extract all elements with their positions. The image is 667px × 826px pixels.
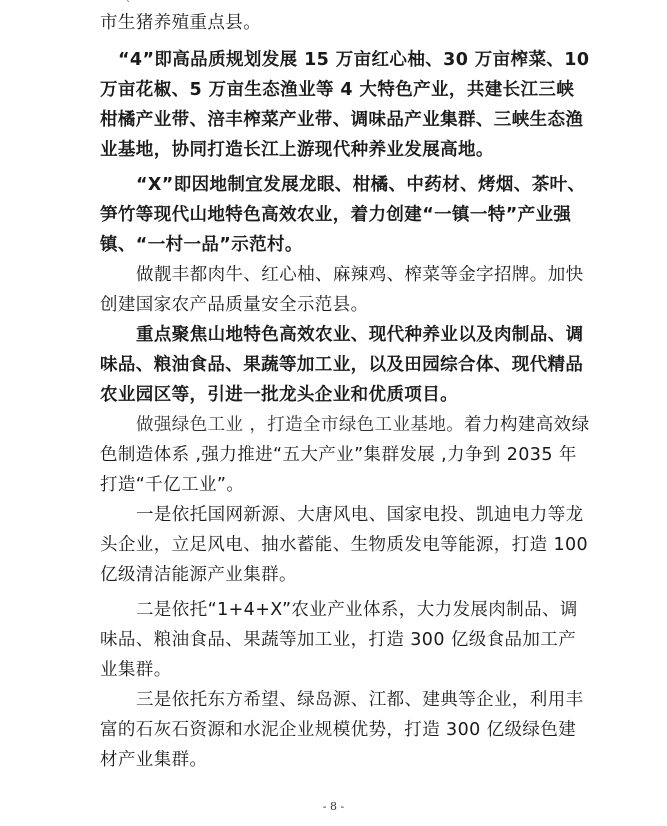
paragraph-2: “4”即高品质规划发展 15 万亩红心柚、30 万亩榨菜、10 万亩花椒、5 万亩生态渔业等 4 大特色产业，共建长江三峡柑橘产业带、涪丰榨菜产业带、调味品产业集群、三峡生态渔业基地，协同打造长江上游现代种养业发展高地。 (100, 50, 590, 160)
section-lead: 做强绿色工业 ，打造全市绿色工业基地。 (136, 415, 465, 435)
paragraph-7: 一是依托国网新源、大唐风电、国家电投、凯迪电力等龙头企业，立足风电、抽水蓄能、生物质发电等能源，打造 100 亿级清洁能源产业集群。 (100, 505, 589, 585)
paragraph-4: 做靓丰都肉牛、红心柚、麻辣鸡、榨菜等金字招牌。加快创建国家农产品质量安全示范县。 (100, 265, 584, 315)
page-number: - 8 - (322, 800, 345, 813)
paragraph-9: 三是依托东方希望、绿岛源、江都、建典等企业，利用丰富的石灰石资源和水泥企业规模优势，打造 300 亿级绿色建材产业集群。 (100, 690, 584, 770)
paragraph-6: 做强绿色工业 ，打造全市绿色工业基地。着力构建高效绿色制造体系 ,强力推进“五大产业”集群发展 ,力争到 2035 年打造“千亿工业”。 (100, 415, 590, 495)
paragraph-1: 市生猪养殖重点县。 (100, 13, 262, 33)
scan-mark: ` (126, 0, 131, 11)
paragraph-3: “X”即因地制宜发展龙眼、柑橘、中药材、烤烟、茶叶、笋竹等现代山地特色高效农业，着力创建“一镇一特”产业强镇、“一村一品”示范村。 (100, 175, 586, 255)
paragraph-5: 重点聚焦山地特色高效农业、现代种养业以及肉制品、调味品、粮油食品、果蔬等加工业，以及田园综合体、现代精品农业园区等，引进一批龙头企业和优质项目。 (100, 325, 584, 405)
paragraph-8: 二是依托“1+4+X”农业产业体系，大力发展肉制品、调味品、粮油食品、果蔬等加工业，打造 300 亿级食品加工产业集群。 (100, 600, 578, 680)
